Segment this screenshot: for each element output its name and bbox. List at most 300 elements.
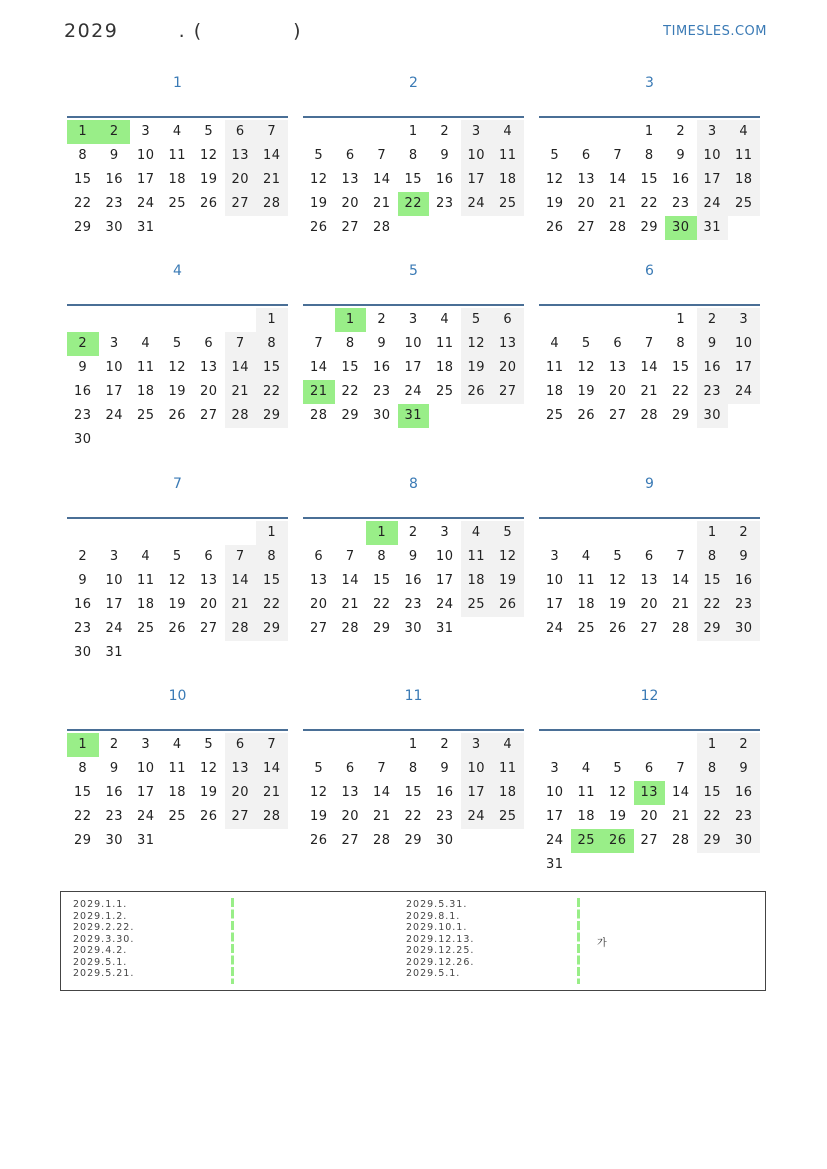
empty-cell bbox=[335, 120, 367, 144]
day-cell: 28 bbox=[671, 833, 690, 848]
day-cell: 29 bbox=[372, 621, 391, 636]
day-cell: 24 bbox=[136, 196, 155, 211]
day-cell: 9 bbox=[109, 761, 119, 776]
day-cell: 30 bbox=[105, 220, 124, 235]
day-cell: 8 bbox=[408, 761, 418, 776]
day-cell: 31 bbox=[545, 857, 564, 872]
day-cell: 13 bbox=[608, 360, 627, 375]
holiday-day-cell: 31 bbox=[398, 404, 430, 428]
day-cell: 5 bbox=[314, 148, 324, 163]
day-cell: 29 bbox=[256, 617, 288, 641]
day-cell: 11 bbox=[492, 757, 524, 781]
legend-date: 2029.1.1. bbox=[73, 899, 128, 910]
day-cell: 16 bbox=[105, 172, 124, 187]
day-cell: 28 bbox=[225, 617, 257, 641]
day-cell: 20 bbox=[640, 597, 659, 612]
day-cell: 30 bbox=[372, 408, 391, 423]
day-cell: 24 bbox=[105, 408, 124, 423]
day-cell: 19 bbox=[168, 597, 187, 612]
month-name: 10 bbox=[168, 688, 187, 704]
day-cell: 10 bbox=[105, 360, 124, 375]
day-cell: 30 bbox=[404, 621, 423, 636]
day-cell: 31 bbox=[136, 833, 155, 848]
day-cell: 15 bbox=[404, 785, 423, 800]
day-cell: 6 bbox=[644, 549, 654, 564]
day-cell: 13 bbox=[225, 757, 257, 781]
day-cell: 8 bbox=[697, 545, 729, 569]
day-cell: 19 bbox=[168, 384, 187, 399]
day-cell: 9 bbox=[440, 761, 450, 776]
day-cell: 28 bbox=[225, 404, 257, 428]
month-name: 3 bbox=[645, 75, 654, 91]
legend-date: 2029.5.21. bbox=[73, 968, 135, 979]
legend-date: 2029.1.2. bbox=[73, 910, 128, 922]
day-cell: 6 bbox=[225, 120, 257, 144]
day-cell: 20 bbox=[309, 597, 328, 612]
day-cell: 30 bbox=[728, 617, 760, 641]
day-cell: 12 bbox=[199, 761, 218, 776]
month-days bbox=[539, 304, 760, 428]
day-cell: 1 bbox=[697, 733, 729, 757]
day-cell: 3 bbox=[109, 549, 119, 564]
empty-cell bbox=[602, 308, 634, 332]
empty-cell bbox=[539, 521, 571, 545]
day-cell: 21 bbox=[256, 168, 288, 192]
month-name: 2 bbox=[409, 75, 418, 91]
day-cell: 10 bbox=[136, 761, 155, 776]
day-cell: 17 bbox=[697, 168, 729, 192]
day-cell: 7 bbox=[345, 549, 355, 564]
day-cell: 25 bbox=[435, 384, 454, 399]
day-cell: 13 bbox=[341, 172, 360, 187]
day-cell: 22 bbox=[671, 384, 690, 399]
day-cell: 27 bbox=[199, 621, 218, 636]
day-cell: 13 bbox=[199, 573, 218, 588]
empty-cell bbox=[571, 521, 603, 545]
empty-cell bbox=[634, 733, 666, 757]
day-cell: 6 bbox=[644, 761, 654, 776]
empty-cell bbox=[665, 521, 697, 545]
day-cell: 9 bbox=[676, 148, 686, 163]
day-cell: 18 bbox=[435, 360, 454, 375]
day-cell: 21 bbox=[341, 597, 360, 612]
day-cell: 16 bbox=[73, 597, 92, 612]
month-name: 4 bbox=[173, 263, 182, 279]
day-cell: 8 bbox=[676, 336, 686, 351]
day-cell: 21 bbox=[225, 593, 257, 617]
day-cell: 23 bbox=[73, 408, 92, 423]
day-cell: 8 bbox=[256, 332, 288, 356]
day-cell: 11 bbox=[461, 545, 493, 569]
day-cell: 20 bbox=[341, 196, 360, 211]
day-cell: 19 bbox=[577, 384, 596, 399]
day-cell: 25 bbox=[545, 408, 564, 423]
empty-cell bbox=[303, 521, 335, 545]
day-cell: 28 bbox=[256, 192, 288, 216]
day-cell: 9 bbox=[408, 549, 418, 564]
day-cell: 27 bbox=[608, 408, 627, 423]
day-cell: 1 bbox=[408, 124, 418, 139]
day-cell: 12 bbox=[492, 545, 524, 569]
day-cell: 21 bbox=[640, 384, 659, 399]
day-cell: 7 bbox=[613, 148, 623, 163]
day-cell: 4 bbox=[492, 120, 524, 144]
day-cell: 1 bbox=[256, 521, 288, 545]
day-cell: 25 bbox=[577, 621, 596, 636]
legend-date: 2029.10.1. bbox=[406, 922, 468, 933]
holiday-day-cell: 1 bbox=[335, 308, 367, 332]
day-cell: 3 bbox=[461, 120, 493, 144]
day-cell: 2 bbox=[440, 737, 450, 752]
day-cell: 11 bbox=[577, 785, 596, 800]
day-cell: 8 bbox=[256, 545, 288, 569]
day-cell: 29 bbox=[73, 220, 92, 235]
empty-cell bbox=[665, 733, 697, 757]
day-cell: 10 bbox=[728, 332, 760, 356]
day-cell: 1 bbox=[256, 308, 288, 332]
day-cell: 10 bbox=[545, 785, 564, 800]
day-cell: 28 bbox=[640, 408, 659, 423]
day-cell: 6 bbox=[314, 549, 324, 564]
day-cell: 27 bbox=[577, 220, 596, 235]
day-cell: 16 bbox=[728, 781, 760, 805]
empty-cell bbox=[571, 733, 603, 757]
day-cell: 1 bbox=[697, 521, 729, 545]
day-cell: 19 bbox=[492, 569, 524, 593]
day-cell: 20 bbox=[341, 809, 360, 824]
day-cell: 16 bbox=[728, 569, 760, 593]
day-cell: 14 bbox=[372, 785, 391, 800]
month-days bbox=[303, 304, 524, 428]
day-cell: 17 bbox=[105, 384, 124, 399]
day-cell: 5 bbox=[550, 148, 560, 163]
day-cell: 11 bbox=[136, 360, 155, 375]
day-cell: 20 bbox=[199, 597, 218, 612]
day-cell: 23 bbox=[105, 196, 124, 211]
day-cell: 17 bbox=[435, 573, 454, 588]
empty-cell bbox=[366, 120, 398, 144]
day-cell: 31 bbox=[697, 216, 729, 240]
day-cell: 20 bbox=[577, 196, 596, 211]
day-cell: 10 bbox=[105, 573, 124, 588]
legend-note: 가 bbox=[597, 938, 608, 949]
month-days bbox=[67, 729, 288, 853]
day-cell: 2 bbox=[728, 733, 760, 757]
day-cell: 29 bbox=[640, 220, 659, 235]
empty-cell bbox=[193, 521, 225, 545]
day-cell: 11 bbox=[492, 144, 524, 168]
day-cell: 21 bbox=[256, 781, 288, 805]
empty-cell bbox=[99, 521, 131, 545]
holiday-day-cell: 2 bbox=[99, 120, 131, 144]
day-cell: 29 bbox=[256, 404, 288, 428]
day-cell: 12 bbox=[168, 360, 187, 375]
month-days bbox=[67, 116, 288, 240]
day-cell: 3 bbox=[141, 737, 151, 752]
legend-date: 2029.12.25. bbox=[406, 945, 475, 956]
day-cell: 2 bbox=[78, 549, 88, 564]
day-cell: 16 bbox=[697, 356, 729, 380]
day-cell: 11 bbox=[136, 573, 155, 588]
empty-cell bbox=[67, 521, 99, 545]
day-cell: 27 bbox=[341, 833, 360, 848]
empty-cell bbox=[130, 308, 162, 332]
day-cell: 15 bbox=[697, 781, 729, 805]
empty-cell bbox=[571, 308, 603, 332]
day-cell: 26 bbox=[492, 593, 524, 617]
day-cell: 4 bbox=[461, 521, 493, 545]
day-cell: 26 bbox=[309, 833, 328, 848]
day-cell: 19 bbox=[608, 597, 627, 612]
day-cell: 19 bbox=[545, 196, 564, 211]
day-cell: 25 bbox=[492, 192, 524, 216]
day-cell: 14 bbox=[671, 573, 690, 588]
day-cell: 18 bbox=[168, 785, 187, 800]
day-cell: 10 bbox=[545, 573, 564, 588]
day-cell: 8 bbox=[697, 757, 729, 781]
day-cell: 29 bbox=[697, 617, 729, 641]
month-name: 1 bbox=[173, 75, 182, 91]
day-cell: 5 bbox=[581, 336, 591, 351]
day-cell: 28 bbox=[309, 408, 328, 423]
day-cell: 28 bbox=[608, 220, 627, 235]
day-cell: 2 bbox=[728, 521, 760, 545]
day-cell: 14 bbox=[341, 573, 360, 588]
day-cell: 16 bbox=[105, 785, 124, 800]
day-cell: 26 bbox=[168, 621, 187, 636]
day-cell: 28 bbox=[372, 220, 391, 235]
day-cell: 12 bbox=[545, 172, 564, 187]
empty-cell bbox=[539, 308, 571, 332]
empty-cell bbox=[335, 521, 367, 545]
holiday-day-cell: 2 bbox=[67, 332, 99, 356]
day-cell: 7 bbox=[256, 120, 288, 144]
day-cell: 20 bbox=[492, 356, 524, 380]
day-cell: 24 bbox=[435, 597, 454, 612]
site-link[interactable]: TIMESLES.COM bbox=[663, 24, 767, 39]
day-cell: 23 bbox=[728, 805, 760, 829]
day-cell: 7 bbox=[644, 336, 654, 351]
day-cell: 5 bbox=[172, 549, 182, 564]
empty-cell bbox=[539, 733, 571, 757]
empty-cell bbox=[67, 308, 99, 332]
day-cell: 10 bbox=[461, 757, 493, 781]
day-cell: 17 bbox=[136, 172, 155, 187]
month-days bbox=[539, 729, 760, 877]
month-days bbox=[67, 304, 288, 452]
day-cell: 20 bbox=[225, 168, 257, 192]
legend-date: 2029.5.31. bbox=[406, 899, 468, 910]
day-cell: 15 bbox=[256, 356, 288, 380]
day-cell: 2 bbox=[697, 308, 729, 332]
day-cell: 23 bbox=[671, 196, 690, 211]
day-cell: 12 bbox=[461, 332, 493, 356]
day-cell: 11 bbox=[435, 336, 454, 351]
day-cell: 23 bbox=[372, 384, 391, 399]
day-cell: 31 bbox=[105, 645, 124, 660]
day-cell: 13 bbox=[225, 144, 257, 168]
day-cell: 27 bbox=[341, 220, 360, 235]
day-cell: 31 bbox=[136, 220, 155, 235]
day-cell: 4 bbox=[172, 124, 182, 139]
day-cell: 19 bbox=[199, 172, 218, 187]
day-cell: 12 bbox=[577, 360, 596, 375]
day-cell: 17 bbox=[545, 597, 564, 612]
day-cell: 9 bbox=[440, 148, 450, 163]
day-cell: 26 bbox=[309, 220, 328, 235]
day-cell: 2 bbox=[109, 737, 119, 752]
day-cell: 13 bbox=[309, 573, 328, 588]
day-cell: 18 bbox=[168, 172, 187, 187]
day-cell: 8 bbox=[377, 549, 387, 564]
legend-color-bar-right bbox=[577, 898, 580, 984]
day-cell: 3 bbox=[109, 336, 119, 351]
day-cell: 30 bbox=[435, 833, 454, 848]
day-cell: 24 bbox=[461, 192, 493, 216]
day-cell: 30 bbox=[73, 432, 92, 447]
holiday-day-cell: 1 bbox=[366, 521, 398, 545]
day-cell: 18 bbox=[728, 168, 760, 192]
day-cell: 14 bbox=[372, 172, 391, 187]
day-cell: 17 bbox=[404, 360, 423, 375]
day-cell: 3 bbox=[440, 525, 450, 540]
month-days bbox=[303, 729, 524, 853]
day-cell: 5 bbox=[314, 761, 324, 776]
day-cell: 26 bbox=[545, 220, 564, 235]
day-cell: 25 bbox=[492, 805, 524, 829]
day-cell: 15 bbox=[697, 569, 729, 593]
day-cell: 22 bbox=[640, 196, 659, 211]
day-cell: 17 bbox=[545, 809, 564, 824]
day-cell: 25 bbox=[168, 809, 187, 824]
day-cell: 15 bbox=[341, 360, 360, 375]
day-cell: 27 bbox=[199, 408, 218, 423]
day-cell: 26 bbox=[199, 196, 218, 211]
empty-cell bbox=[225, 521, 257, 545]
day-cell: 25 bbox=[136, 408, 155, 423]
empty-cell bbox=[303, 120, 335, 144]
day-cell: 23 bbox=[73, 621, 92, 636]
day-cell: 1 bbox=[676, 312, 686, 327]
day-cell: 6 bbox=[492, 308, 524, 332]
day-cell: 29 bbox=[671, 408, 690, 423]
day-cell: 8 bbox=[408, 148, 418, 163]
day-cell: 8 bbox=[78, 148, 88, 163]
day-cell: 3 bbox=[141, 124, 151, 139]
month-days bbox=[67, 517, 288, 665]
day-cell: 13 bbox=[577, 172, 596, 187]
day-cell: 12 bbox=[608, 573, 627, 588]
day-cell: 13 bbox=[341, 785, 360, 800]
day-cell: 23 bbox=[404, 597, 423, 612]
day-cell: 30 bbox=[73, 645, 92, 660]
day-cell: 24 bbox=[545, 621, 564, 636]
empty-cell bbox=[571, 120, 603, 144]
day-cell: 24 bbox=[136, 809, 155, 824]
day-cell: 15 bbox=[256, 569, 288, 593]
day-cell: 1 bbox=[408, 737, 418, 752]
day-cell: 5 bbox=[492, 521, 524, 545]
day-cell: 6 bbox=[225, 733, 257, 757]
day-cell: 28 bbox=[341, 621, 360, 636]
holiday-day-cell: 30 bbox=[665, 216, 697, 240]
day-cell: 14 bbox=[309, 360, 328, 375]
empty-cell bbox=[634, 308, 666, 332]
day-cell: 5 bbox=[461, 308, 493, 332]
day-cell: 18 bbox=[577, 809, 596, 824]
day-cell: 22 bbox=[404, 809, 423, 824]
day-cell: 24 bbox=[461, 805, 493, 829]
day-cell: 3 bbox=[697, 120, 729, 144]
empty-cell bbox=[162, 521, 194, 545]
day-cell: 12 bbox=[199, 148, 218, 163]
day-cell: 16 bbox=[671, 172, 690, 187]
day-cell: 10 bbox=[435, 549, 454, 564]
day-cell: 26 bbox=[608, 621, 627, 636]
day-cell: 7 bbox=[225, 332, 257, 356]
day-cell: 22 bbox=[372, 597, 391, 612]
day-cell: 23 bbox=[105, 809, 124, 824]
holiday-day-cell: 25 bbox=[571, 829, 603, 853]
empty-cell bbox=[602, 521, 634, 545]
day-cell: 11 bbox=[168, 148, 187, 163]
empty-cell bbox=[130, 521, 162, 545]
day-cell: 18 bbox=[492, 781, 524, 805]
day-cell: 16 bbox=[435, 172, 454, 187]
day-cell: 21 bbox=[671, 597, 690, 612]
day-cell: 10 bbox=[404, 336, 423, 351]
month-name: 11 bbox=[404, 688, 423, 704]
day-cell: 6 bbox=[345, 148, 355, 163]
day-cell: 5 bbox=[204, 737, 214, 752]
day-cell: 7 bbox=[256, 733, 288, 757]
page-title: 2029 . ( ) bbox=[64, 20, 303, 42]
day-cell: 13 bbox=[199, 360, 218, 375]
month-name: 12 bbox=[640, 688, 659, 704]
day-cell: 3 bbox=[550, 761, 560, 776]
day-cell: 19 bbox=[608, 809, 627, 824]
day-cell: 16 bbox=[73, 384, 92, 399]
empty-cell bbox=[539, 120, 571, 144]
day-cell: 4 bbox=[581, 549, 591, 564]
day-cell: 6 bbox=[613, 336, 623, 351]
holiday-day-cell: 13 bbox=[634, 781, 666, 805]
empty-cell bbox=[193, 308, 225, 332]
day-cell: 6 bbox=[204, 549, 214, 564]
day-cell: 14 bbox=[256, 757, 288, 781]
day-cell: 21 bbox=[225, 380, 257, 404]
day-cell: 14 bbox=[225, 356, 257, 380]
day-cell: 12 bbox=[309, 172, 328, 187]
day-cell: 5 bbox=[172, 336, 182, 351]
day-cell: 22 bbox=[73, 809, 92, 824]
day-cell: 23 bbox=[435, 196, 454, 211]
day-cell: 7 bbox=[225, 545, 257, 569]
day-cell: 6 bbox=[581, 148, 591, 163]
day-cell: 16 bbox=[404, 573, 423, 588]
empty-cell bbox=[366, 733, 398, 757]
legend-date: 2029.5.1. bbox=[73, 956, 128, 968]
day-cell: 9 bbox=[78, 360, 88, 375]
month-name: 7 bbox=[173, 476, 182, 492]
month-days bbox=[303, 517, 524, 641]
day-cell: 15 bbox=[73, 172, 92, 187]
legend-color-bar-left bbox=[231, 898, 234, 984]
empty-cell bbox=[225, 308, 257, 332]
day-cell: 28 bbox=[256, 805, 288, 829]
day-cell: 10 bbox=[136, 148, 155, 163]
legend-dates-left bbox=[73, 899, 134, 980]
